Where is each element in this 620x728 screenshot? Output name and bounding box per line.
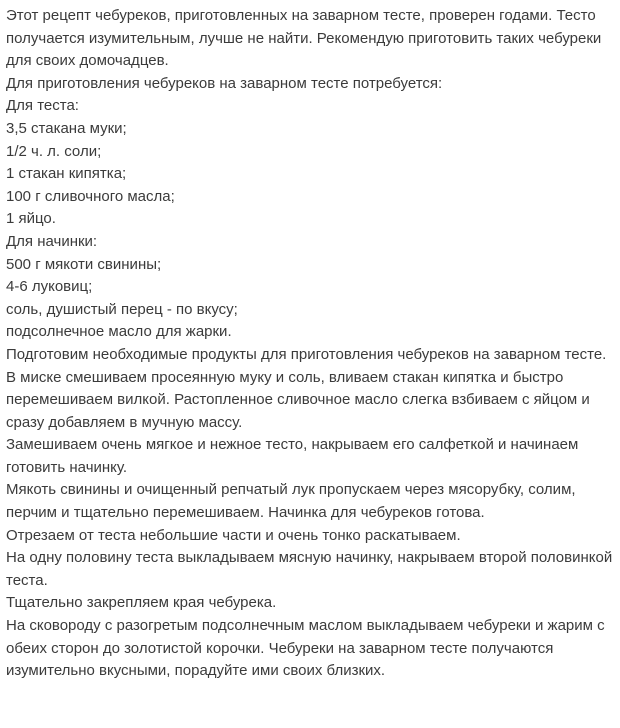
recipe-step: Мякоть свинины и очищенный репчатый лук пропускаем через мясорубку, солим, перчим и тщательно перемешиваем. Начинка для чебуреков готова. [6,481,576,522]
recipe-step: На одну половину теста выкладываем мясную начинку, накрываем второй половинкой теста. [6,549,613,589]
recipe-step: На сковороду с разогретым подсолнечным маслом выкладываем чебуреки и жарим с обеих сторон до золотистой корочки. Чебуреки на заварном тесте получаются изумительно вкусными, порадуйте ими своих близких. [6,617,605,680]
dough-ingredient: 1/2 ч. л. соли; [6,142,102,160]
recipe-step: В миске смешиваем просеянную муку и соль, вливаем стакан кипятка и быстро перемешиваем вилкой. Растопленное сливочное масло слегка взбиваем с яйцом и сразу добавляем в мучную массу. [6,368,590,431]
filling-ingredient: 500 г мякоти свинины; [6,255,162,273]
filling-ingredient: соль, душистый перец - по вкусу; [6,300,238,318]
dough-heading: Для теста: [6,97,79,115]
recipe-step: Отрезаем от теста небольшие части и очень тонко раскатываем. [6,526,461,544]
filling-ingredient: 4-6 луковиц; [6,278,93,296]
ingredients-heading: Для приготовления чебуреков на заварном тесте потребуется: [6,74,443,92]
recipe-step: Замешиваем очень мягкое и нежное тесто, накрываем его салфеткой и начинаем готовить начинку. [6,436,579,476]
filling-ingredient: подсолнечное масло для жарки. [6,323,232,341]
recipe-step: Тщательно закрепляем края чебурека. [6,594,277,612]
dough-ingredient: 100 г сливочного масла; [6,187,175,205]
dough-ingredient: 3,5 стакана муки; [6,119,127,137]
filling-heading: Для начинки: [6,232,98,250]
recipe-step: Подготовим необходимые продукты для приготовления чебуреков на заварном тесте. [6,345,607,363]
recipe-intro: Этот рецепт чебуреков, приготовленных на заварном тесте, проверен годами. Тесто получается изумительным, лучше не найти. Рекомендую приготовить таких чебуреки для своих домочадцев. [6,7,602,70]
dough-ingredient: 1 стакан кипятка; [6,165,127,183]
dough-ingredient: 1 яйцо. [6,210,56,228]
